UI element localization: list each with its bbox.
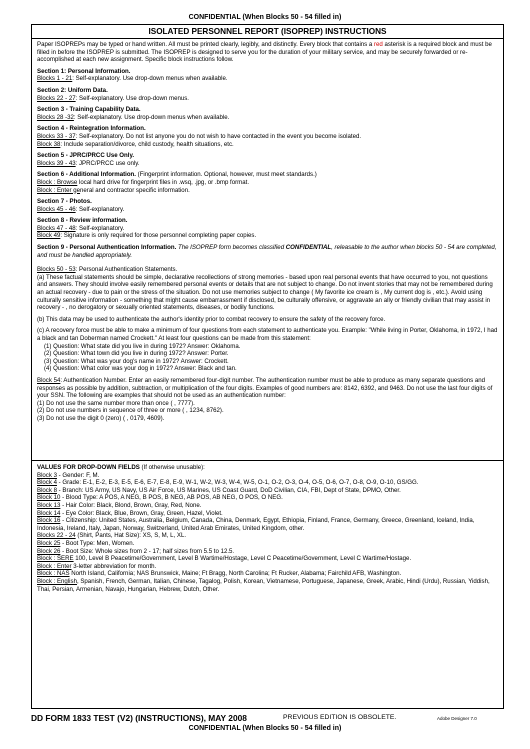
block-ref: Block : Enter bbox=[37, 562, 72, 570]
block-line: Blocks 1 - 21: Self-explanatory. Use drop-down menus when available. bbox=[37, 75, 228, 83]
block-ref: Blocks 50 - 53 bbox=[37, 266, 76, 274]
confidential-banner-top: CONFIDENTIAL (When Blocks 50 - 54 filled in) bbox=[188, 14, 342, 21]
block-ref: Block : Enter ge bbox=[37, 186, 81, 194]
section-4 bbox=[37, 125, 499, 148]
block-ref: Block : SERE bbox=[37, 555, 74, 563]
block-ref: Block 14 bbox=[37, 509, 61, 517]
example-question: (1) Question: What state did you live in during 1972? Answer: Oklahoma. bbox=[44, 342, 241, 350]
value-item: Block 25 - Boot Type: Men, Women. bbox=[37, 539, 135, 547]
block-line: Blocks 33 - 37: Self-explanatory. Do not list anyone you do not wish to have contacted in the event you become isolated. bbox=[37, 132, 362, 140]
block-ref: Block 16 bbox=[37, 517, 61, 525]
bad-example: (2) Do not use numbers in sequence of three or more ( , 1234, 8762). bbox=[37, 407, 224, 415]
value-item: Block 10 - Blood Type: A POS, A NEG, B POS, B NEG, AB POS, AB NEG, O POS, O NEG. bbox=[37, 494, 283, 502]
section-3 bbox=[37, 106, 499, 121]
page-title: ISOLATED PERSONNEL REPORT (ISOPREP) INSTRUCTIONS bbox=[32, 25, 503, 39]
section-heading: Section 3 - Training Capability Data. bbox=[37, 106, 141, 114]
bad-example: (3) Do not use the digit 0 (zero) ( , 0179, 4609). bbox=[37, 414, 165, 422]
value-item: Block : Enter 3-letter abbreviation for month. bbox=[37, 562, 157, 570]
block-ref: Block 10 bbox=[37, 494, 61, 502]
block-ref: Blocks 39 - 43 bbox=[37, 159, 76, 167]
value-item: Block 26 - Boot Size: Whole sizes from 2 - 17; half sizes from 5.5 to 12.5. bbox=[37, 547, 235, 555]
section-heading: Section 5 - JPRC/PRCC Use Only. bbox=[37, 152, 135, 160]
value-item: Block : SERE 100, Level B Peacetime/Government, Level B Wartime/Hostage, Level C Peacetime/Government, Level C Wartime/Hostage. bbox=[37, 555, 412, 563]
block-ref: Block 38 bbox=[37, 140, 61, 148]
section-6 bbox=[37, 171, 499, 194]
section-7 bbox=[37, 198, 499, 213]
section-heading: Section 9 - Personal Authentication Information. bbox=[37, 244, 177, 252]
block-line: Block : Browse local hard drive for fingerprint files in .wsq, .jpg, or .bmp format. bbox=[37, 178, 250, 186]
block-line: Block 49: Signature is only required for those personnel completing paper copies. bbox=[37, 232, 257, 240]
software-note: Adobe Designer 7.0 bbox=[437, 716, 477, 721]
bad-example: (1) Do not use the same number more than once ( , 7777). bbox=[37, 399, 195, 407]
block-ref: Blocks 1 - 21 bbox=[37, 75, 73, 83]
section-heading: Section 8 - Review information. bbox=[37, 217, 128, 225]
values-heading-line: VALUES FOR DROP-DOWN FIELDS (If otherwise unusable): bbox=[37, 464, 205, 471]
section-heading: Section 7 - Photos. bbox=[37, 198, 92, 206]
block-ref: Block : Browse bbox=[37, 178, 78, 186]
block-ref: Block 4 bbox=[37, 479, 57, 487]
paragraph-c: (c) A recovery force must be able to make a minimum of four questions from each statement to authenticate you. Example: "While living in Porter, Oklahoma, in 1972, I had a black and tan Doberman named Crockett." At least four questions can be made from this statement: bbox=[37, 327, 498, 342]
section-1 bbox=[37, 68, 499, 83]
block-line: Block : Enter general and contractor specific information. bbox=[37, 186, 190, 194]
block-ref: Blocks 47 - 48 bbox=[37, 224, 76, 232]
block-line: Blocks 28 -32: Self-explanatory. Use drop-down menus when available. bbox=[37, 113, 230, 121]
block-ref: Block 25 bbox=[37, 539, 61, 547]
block-line: Blocks 45 - 46: Self-explanatory. bbox=[37, 205, 125, 213]
red-word: red bbox=[374, 41, 383, 48]
block-ref: Block : NAS bbox=[37, 570, 70, 578]
section-heading-line: Section 6 - Additional Information. (Fingerprint information. Optional, however, must meet standards.) bbox=[37, 171, 317, 179]
section-heading: Section 2: Uniform Data. bbox=[37, 86, 108, 94]
section-8 bbox=[37, 217, 499, 240]
value-item: Blocks 22 - 24 (Shirt, Pants, Hat Size): XS, S, M, L, XL. bbox=[37, 532, 187, 540]
block-line: Block 54: Authentication Number. Enter an easily remembered four-digit number. The authentication number must be able to produce as many separate questions and responses as possible by addition, subtraction, or multiplication of the four digits. Examples of good numbers are: 8142, 6392, and 9463. Do not use the last four digits of your SSN. The following are examples that should not be used as an authentication number: bbox=[37, 376, 493, 400]
value-item: Block 14 - Eye Color: Black, Blue, Brown, Gray, Green, Hazel, Violet. bbox=[37, 509, 223, 517]
block-line: Block 38: Include separation/divorce, child custody, health situations, etc. bbox=[37, 140, 234, 148]
value-item: Block 4 - Grade: E-1, E-2, E-3, E-5, E-6, E-7, E-8, E-9, W-1, W-2, W-3, W-4, W-5, O-1, O-2, O-3, O-4, O-5, O-6, O-7, O-8, O-9, O-10, GS/GG. bbox=[37, 479, 419, 487]
block-ref: Block 3 bbox=[37, 471, 57, 479]
block-line: Blocks 22 - 27: Self-explanatory. Use drop-down menus. bbox=[37, 94, 189, 102]
section-5 bbox=[37, 152, 499, 167]
block-line: Blocks 50 - 53: Personal Authentication Statements. bbox=[37, 266, 178, 274]
block-ref: Blocks 45 - 46 bbox=[37, 205, 76, 213]
intro-paragraph: Paper ISOPREPs may be typed or hand written. All must be printed clearly, legibly, and distinctly. Every block that contains a red asterisk is a required block and must be filled in before the ISOPREP is submitted. The ISOPREP is designed to serve you for the duration of your military service, and may be securely forwarded or re-accomplished at each new assignment. Specific block instructions follow. bbox=[37, 41, 492, 64]
drop-down-values-panel bbox=[32, 461, 503, 708]
value-item: Block 13 - Hair Color: Black, Blond, Brown, Gray, Red, None. bbox=[37, 501, 202, 509]
block-ref: Blocks 28 -32 bbox=[37, 113, 74, 121]
block-50-instructions bbox=[37, 266, 499, 373]
edition-note: PREVIOUS EDITION IS OBSOLETE. bbox=[283, 714, 397, 721]
block-54-instructions bbox=[37, 377, 499, 423]
confidential-banner-bottom: CONFIDENTIAL (When Blocks 50 - 54 filled in) bbox=[188, 725, 342, 732]
section-heading: Section 4 - Reintegration Information. bbox=[37, 125, 146, 133]
value-item: Block : English, Spanish, French, German, Italian, Chinese, Tagalog, Polish, Korean, Vietnamese, Portuguese, Japanese, Greek, Arabic, Hindi (Urdu), Russian, Yiddish, Thai, Persian, Armenian, Navajo, Hungarian, Hebrew, Dutch, Other. bbox=[37, 577, 490, 593]
values-heading: VALUES FOR DROP-DOWN FIELDS bbox=[37, 464, 140, 471]
form-number: DD FORM 1833 TEST (V2) (INSTRUCTIONS), MAY 2008 bbox=[31, 713, 247, 723]
block-ref: Blocks 22 - 27 bbox=[37, 94, 76, 102]
block-line: Blocks 47 - 48: Self-explanatory. bbox=[37, 224, 125, 232]
paragraph-a: (a) These factual statements should be simple, declarative recollections of strong memories - based upon real personal events that have occurred to you, not questions and answers. They should involve easily remembered personal events or details that are not subject to change. Do not invent stories that may not be remembered during an actual recovery - due to pain or the stress of the situation. Do not use memories subject to change ( My favorite ice cream is , My current dog is , etc.). Avoid using culturally sensitive information - something that might cause embarrassment if disclosed, be culturally offensive, or aggravate an ally or friendly civilian that may assist in recovery - , no derogatory or sexually oriented statements, diseases, or bodily functions. bbox=[37, 273, 493, 312]
example-question: (3) Question: What was your dog's name in 1972? Answer: Crockett. bbox=[44, 357, 229, 365]
block-line: Blocks 39 - 43: JPRC/PRCC use only. bbox=[37, 159, 140, 167]
section-heading: Section 1: Personal Information. bbox=[37, 67, 131, 75]
section-heading: Section 6 - Additional Information. bbox=[37, 171, 136, 179]
block-ref: Block 49 bbox=[37, 232, 61, 240]
block-ref: Blocks 22 - 24 bbox=[37, 532, 76, 540]
section-2 bbox=[37, 87, 499, 102]
example-question: (4) Question: What color was your dog in 1972? Answer: Black and tan. bbox=[44, 365, 237, 373]
block-ref: Block 54 bbox=[37, 376, 61, 384]
form-frame bbox=[31, 24, 504, 709]
block-ref: Block 8 bbox=[37, 486, 57, 494]
value-item: Block 16 - Citizenship: United States, Australia, Belgium, Canada, China, Denmark, Egypt, Ethiopia, Finland, France, Germany, Greece, Greenland, Iceland, India, Indonesia, Ireland, Italy, Japan, Norway, Switzerland, United Arab Emirates, United Kingdom, other. bbox=[37, 517, 475, 532]
block-ref: Blocks 33 - 37 bbox=[37, 132, 76, 140]
block-ref: Block : English bbox=[37, 577, 77, 585]
block-ref: Block 13 bbox=[37, 501, 61, 509]
block-ref: Block 26 bbox=[37, 547, 61, 555]
example-question: (2) Question: What town did you live in during 1972? Answer: Porter. bbox=[44, 350, 229, 358]
section-9: Section 9 - Personal Authentication Information. The ISOPREP form becomes classified CONFIDENTIAL, releasable to the author when blocks 50 - 54 are completed, and must be handled appropriately. bbox=[37, 244, 497, 259]
value-item: Block 3 - Gender: F, M. bbox=[37, 471, 100, 479]
instructions-panel bbox=[32, 38, 503, 461]
classification-word: CONFIDENTIAL bbox=[285, 244, 332, 252]
paragraph-b: (b) This data may be used to authenticate the author's identity prior to combat recovery to ensure the safety of the recovery force. bbox=[37, 315, 386, 323]
value-item: Block 8 - Branch: US Army, US Navy, US Air Force, US Marines, US Coast Guard, DoD Civilian, CIA, FBI, Dept of State, DPMO, Other. bbox=[37, 486, 401, 494]
value-item: Block : NAS North Island, California; NAS Brunswick, Maine; Ft Bragg, North Carolina; Ft Rucker, Alabama; Fairchild AFB, Washington. bbox=[37, 570, 402, 578]
